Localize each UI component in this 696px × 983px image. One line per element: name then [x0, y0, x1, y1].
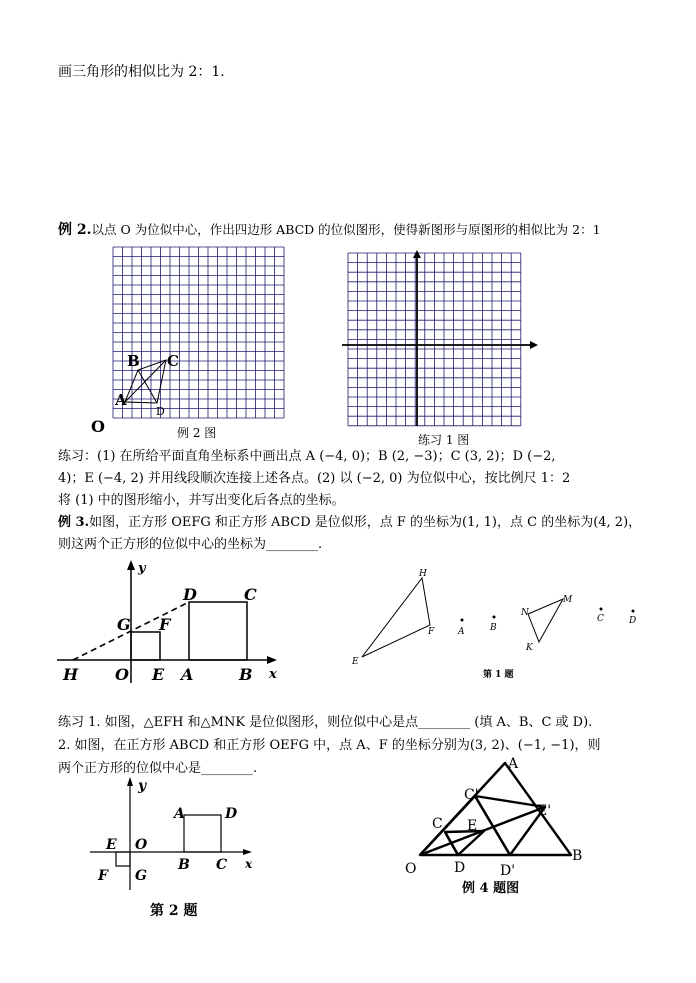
practice-2-line-2: 2. 如图，在正方形 ABCD 和正方形 OEFG 中，点 A、F 的坐标分别为(3, 2)、(−1, −1)，则 — [58, 738, 601, 753]
label-B: B — [239, 665, 253, 684]
label-D: D — [225, 806, 238, 822]
label-A: A — [458, 627, 465, 637]
label-D: D — [183, 585, 197, 604]
label-D: D — [629, 616, 637, 626]
question-2-caption: 第 2 题 — [150, 903, 198, 919]
label-B: B — [572, 848, 583, 864]
label-E-prime: E' — [537, 803, 552, 819]
label-H: H — [63, 665, 79, 684]
label-D-prime: D' — [500, 863, 516, 879]
label-C-prime: C' — [464, 787, 479, 803]
point-O-label: O — [91, 417, 105, 436]
label-C: C — [216, 857, 228, 873]
label-O: O — [405, 861, 417, 877]
point-B-label: B — [127, 352, 140, 370]
question-1-caption: 第 1 题 — [483, 670, 514, 680]
label-M: M — [563, 595, 573, 605]
example-3-line-1 — [58, 513, 641, 533]
label-y: y — [138, 778, 147, 794]
example-3-figure — [55, 558, 290, 688]
example-2-label: 例 2. — [58, 222, 92, 238]
label-A: A — [174, 806, 185, 822]
practice-2-line-1: 练习 1. 如图，△EFH 和△MNK 是位似图形，则位似中心是点________ (填 A、B、C 或 D). — [58, 715, 593, 730]
example-2-grid-figure — [85, 245, 305, 445]
example-2-text: 以点 O 为位似中心，作出四边形 ABCD 的位似图形，使得新图形与原图形的相似比为 2：1 — [91, 222, 601, 237]
grid1-caption: 例 2 图 — [177, 426, 217, 440]
label-A: A — [181, 665, 194, 684]
point-A-label: A — [115, 391, 127, 409]
practice-2-line-3: 两个正方形的位似中心是________. — [58, 761, 258, 776]
label-E: E — [152, 665, 165, 684]
label-E: E — [106, 837, 117, 853]
point-C-label: C — [167, 352, 179, 370]
example-4-figure — [400, 752, 590, 902]
label-H: H — [419, 569, 427, 579]
question-1-figure — [345, 565, 645, 685]
label-y: y — [138, 561, 146, 576]
example-2 — [58, 220, 601, 240]
label-N: N — [521, 608, 529, 618]
label-x: x — [245, 857, 253, 871]
label-F: F — [159, 615, 171, 634]
example-3-line-2: 则这两个正方形的位似中心的坐标为________. — [58, 537, 323, 552]
label-F: F — [428, 627, 435, 637]
label-B: B — [178, 857, 190, 873]
example-3-label: 例 3. — [58, 515, 90, 530]
intro-line: 画三角形的相似比为 2：1. — [58, 64, 225, 80]
label-K: K — [526, 643, 533, 653]
label-C: C — [597, 614, 604, 624]
label-E: E — [352, 657, 359, 667]
label-C: C — [244, 585, 257, 604]
label-G: G — [135, 868, 147, 884]
grid2-caption: 练习 1 图 — [418, 433, 470, 447]
practice-1-line-3: 将 (1) 中的图形缩小，并写出变化后各点的坐标。 — [58, 493, 345, 508]
point-D-label: D — [156, 405, 165, 418]
practice-1-line-2: 4)；E (−4, 2) 并用线段顺次连接上述各点。(2) 以 (−2, 0) 为位似中心，按比例尺 1：2 — [58, 471, 571, 486]
example-3-text: 如图，正方形 OEFG 和正方形 ABCD 是位似形，点 F 的坐标为(1, 1)，点 C 的坐标为(4, 2)， — [89, 515, 642, 530]
question-2-figure — [88, 772, 273, 922]
label-A: A — [508, 756, 519, 772]
label-F: F — [98, 868, 108, 884]
label-E: E — [467, 818, 478, 834]
label-O: O — [135, 837, 148, 853]
label-B: B — [490, 623, 497, 633]
label-x: x — [269, 667, 277, 682]
label-C: C — [432, 816, 443, 832]
label-O: O — [115, 665, 129, 684]
label-D: D — [454, 860, 466, 876]
label-G: G — [117, 615, 131, 634]
practice-1-line-1: 练习：(1) 在所给平面直角坐标系中画出点 A (−4, 0)；B (2, −3)；C (3, 2)；D (−2, — [58, 449, 556, 464]
example-4-caption: 例 4 题图 — [462, 881, 520, 896]
practice-1-coordinate-grid — [340, 248, 545, 448]
